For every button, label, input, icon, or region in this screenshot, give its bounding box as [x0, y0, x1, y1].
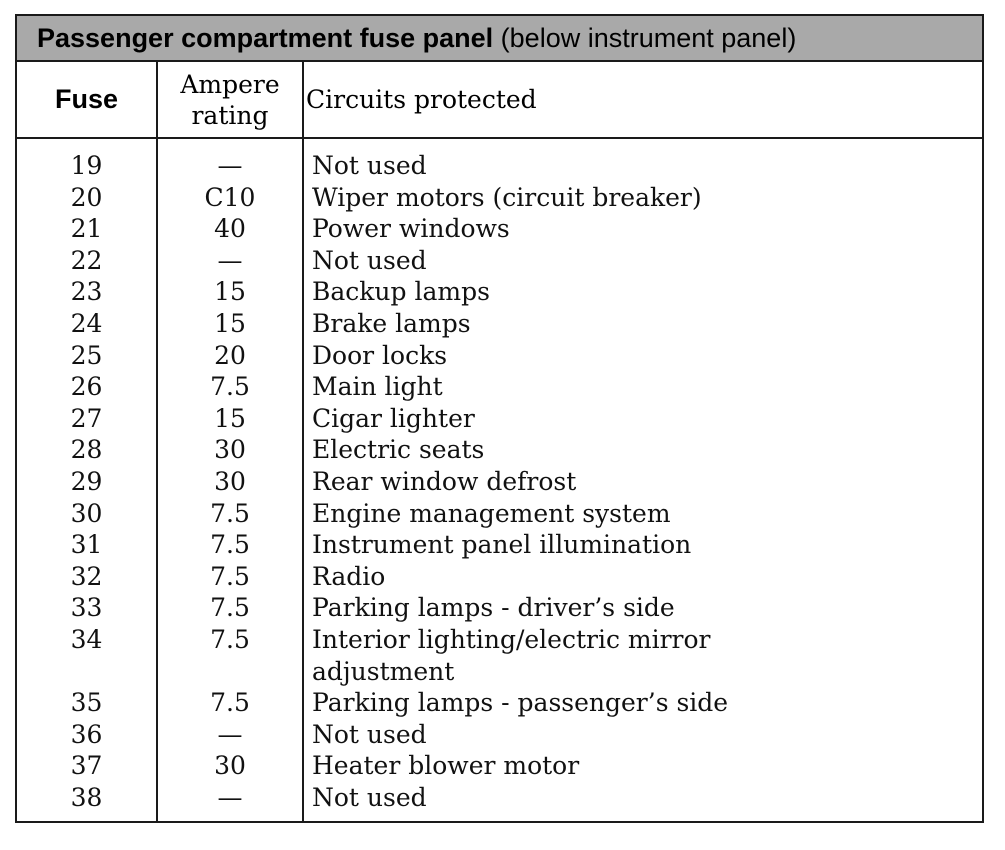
- table-row: [17, 529, 982, 561]
- fuse-cell: 21: [70, 214, 103, 244]
- ampere-cell: C10: [204, 182, 256, 212]
- table-row: [17, 466, 982, 498]
- circuit-cell: Parking lamps - passenger’s side: [312, 688, 729, 718]
- ampere-cell: 7.5: [210, 530, 250, 560]
- fuse-cell: 19: [70, 151, 103, 180]
- table-row: [17, 308, 982, 340]
- fuse-table: [15, 14, 984, 823]
- header-ampere-rating: [158, 62, 302, 137]
- table-row: [17, 750, 982, 782]
- ampere-cell: 30: [214, 435, 246, 465]
- ampere-cell: —: [217, 782, 243, 812]
- fuse-cell: 35: [70, 688, 103, 718]
- ampere-cell: 30: [214, 751, 246, 781]
- circuit-cell: Rear window defrost: [312, 466, 577, 496]
- fuse-cell: 27: [70, 403, 103, 433]
- fuse-cell: 24: [70, 308, 103, 338]
- circuit-cell: Radio: [312, 561, 386, 591]
- circuit-cell: Electric seats: [312, 435, 485, 465]
- table-row: [17, 592, 982, 624]
- table-row: [17, 687, 982, 719]
- ampere-cell: —: [217, 151, 243, 180]
- table-row: [17, 340, 982, 372]
- circuit-cell: Not used: [312, 719, 427, 749]
- circuit-cell: Not used: [312, 782, 427, 812]
- circuit-cell: Parking lamps - driver’s side: [312, 593, 675, 623]
- fuse-cell: 37: [70, 751, 103, 781]
- ampere-cell: —: [217, 719, 243, 749]
- fuse-cell: 31: [70, 530, 103, 560]
- fuse-cell: 36: [70, 719, 103, 749]
- table-row: [17, 245, 982, 277]
- table-row: [17, 782, 982, 814]
- table-row: [17, 561, 982, 593]
- circuit-cell: Instrument panel illumination: [312, 530, 692, 560]
- fuse-cell: 20: [70, 182, 103, 212]
- ampere-cell: 7.5: [210, 498, 250, 528]
- fuse-cell: 38: [70, 782, 103, 812]
- ampere-cell: 20: [214, 340, 246, 370]
- circuit-cell: Brake lamps: [312, 308, 471, 338]
- table-row: [17, 656, 982, 688]
- table-row: [17, 371, 982, 403]
- header-ampere-line2: rating: [191, 100, 269, 130]
- circuit-cell: Not used: [312, 151, 427, 180]
- fuse-cell: 30: [70, 498, 103, 528]
- circuit-cell: Interior lighting/electric mirror: [312, 624, 711, 654]
- fuse-cell: [17, 656, 156, 688]
- ampere-cell: 30: [214, 466, 246, 496]
- fuse-cell: 32: [70, 561, 103, 591]
- fuse-cell: 34: [70, 624, 103, 654]
- ampere-cell: 7.5: [210, 593, 250, 623]
- header-fuse: Fuse: [54, 84, 119, 114]
- fuse-cell: 29: [70, 466, 103, 496]
- ampere-cell: 40: [214, 214, 246, 244]
- header-ampere-line1: Ampere: [180, 69, 280, 99]
- ampere-cell: 7.5: [210, 372, 250, 402]
- ampere-cell: 15: [214, 403, 246, 433]
- circuit-cell: Main light: [312, 372, 443, 402]
- fuse-cell: 33: [70, 593, 103, 623]
- fuse-cell: 26: [70, 372, 103, 402]
- table-title: [17, 16, 982, 62]
- title-normal: (below instrument panel): [500, 23, 797, 53]
- ampere-cell: [156, 656, 302, 688]
- table-row: [17, 403, 982, 435]
- ampere-cell: 15: [214, 277, 246, 307]
- table-row: [17, 434, 982, 466]
- circuit-cell: adjustment: [312, 656, 455, 686]
- circuit-cell: Wiper motors (circuit breaker): [312, 182, 702, 212]
- circuit-cell: Power windows: [312, 214, 510, 244]
- table-row: [17, 624, 982, 656]
- fuse-cell: 28: [70, 435, 103, 465]
- table-row: [17, 498, 982, 530]
- table-body: [17, 150, 982, 813]
- fuse-cell: 22: [70, 245, 103, 275]
- circuit-cell: Heater blower motor: [312, 751, 580, 781]
- header-circuits: Circuits protected: [306, 85, 537, 114]
- ampere-cell: 7.5: [210, 561, 250, 591]
- ampere-cell: 7.5: [210, 688, 250, 718]
- table-row: [17, 719, 982, 751]
- ampere-cell: 15: [214, 308, 246, 338]
- table-row: [17, 150, 982, 182]
- table-row: [17, 276, 982, 308]
- circuit-cell: Door locks: [312, 340, 448, 370]
- table-row: [17, 182, 982, 214]
- circuit-cell: Backup lamps: [312, 277, 490, 307]
- title-bold: Passenger compartment fuse panel: [37, 23, 494, 53]
- fuse-cell: 23: [70, 277, 103, 307]
- table-row: [17, 213, 982, 245]
- circuit-cell: Not used: [312, 245, 427, 275]
- ampere-cell: 7.5: [210, 624, 250, 654]
- ampere-cell: —: [217, 245, 243, 275]
- fuse-cell: 25: [70, 340, 103, 370]
- circuit-cell: Cigar lighter: [312, 403, 475, 433]
- circuit-cell: Engine management system: [312, 498, 671, 528]
- header-divider: [17, 137, 982, 139]
